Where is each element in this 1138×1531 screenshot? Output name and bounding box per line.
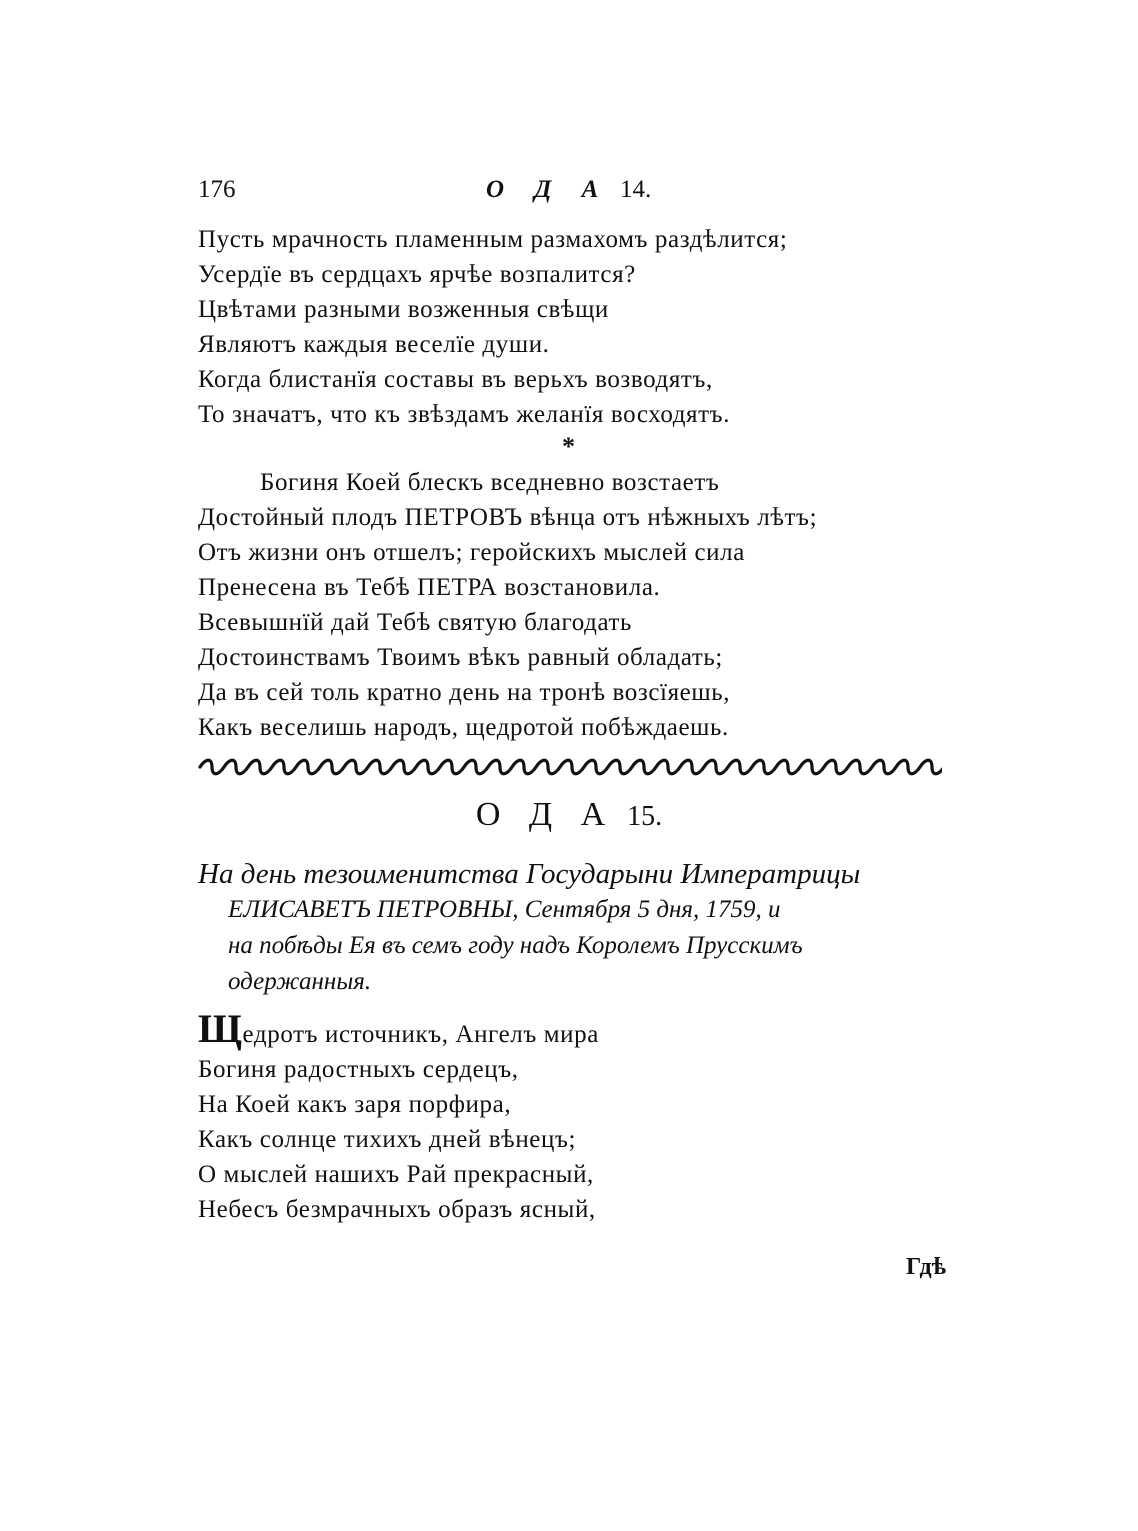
verse-line: Небесъ безмрачныхъ образъ ясный, — [198, 1196, 596, 1223]
subtitle-line: на побѣды Ея въ семъ году надъ Королемъ Прусскимъ — [228, 932, 803, 959]
verse-line: Усердїе въ сердцахъ ярчѣе возпалится? — [198, 261, 636, 288]
verse-line: Достойный плодъ ПЕТРОВЪ вѣнца отъ нѣжныхъ лѣтъ; — [198, 504, 818, 531]
subtitle-line: На день тезоименитства Государыни Императрицы — [198, 858, 861, 890]
running-title-number: 14. — [620, 176, 652, 203]
verse-line: О мыслей нашихъ Рай прекрасный, — [198, 1161, 594, 1188]
verse-line: Пусть мрачность пламенным размахомъ раздѣлится; — [198, 226, 788, 253]
page-header — [198, 176, 948, 210]
verse-line: То значатъ, что къ звѣздамъ желанїя восходятъ. — [198, 401, 731, 428]
verse-line-first — [198, 1006, 958, 1052]
verse-line: Цвѣтами разными возженныя свѣщи — [198, 296, 609, 323]
verse-line: На Коей какъ заря порфира, — [198, 1091, 512, 1118]
stanza-final — [198, 465, 958, 745]
running-title: О Д А — [486, 176, 611, 203]
verse-line: Достоинствамъ Твоимъ вѣкъ равный обладать; — [198, 644, 723, 671]
ode-number: 15. — [627, 801, 663, 832]
stanza-separator-asterisk: * — [562, 432, 575, 461]
catchword: Гдѣ — [906, 1254, 947, 1280]
verse-line: Какъ солнце тихихъ дней вѣнецъ; — [198, 1126, 577, 1153]
verse-line: Являютъ каждыя веселїе души. — [198, 331, 550, 358]
ode-heading — [0, 796, 1138, 834]
ode-title: О Д А — [475, 796, 616, 833]
subtitle-line: ЕЛИСАВЕТЪ ПЕТРОВНЫ, Сентября 5 дня, 1759, и — [228, 896, 781, 923]
stanza-ode-14-end — [198, 222, 958, 432]
verse-line: Отъ жизни онъ отшелъ; геройскихъ мыслей сила — [198, 539, 745, 566]
verse-line: Богиня радостныхъ сердецъ, — [198, 1056, 519, 1083]
ode-subtitle — [198, 856, 958, 1000]
verse-line: Да въ сей толь кратно день на тронѣ возсїяешь, — [198, 679, 731, 706]
subtitle-line: одержанныя. — [228, 968, 372, 995]
page-number: 176 — [198, 176, 236, 203]
verse-line: Богиня Коей блескъ вседневно возстаетъ — [260, 469, 720, 496]
verse-line-rest: едротъ источникъ, Ангелъ мира — [242, 1021, 599, 1048]
verse-line: Когда блистанїя составы въ верьхъ возводятъ, — [198, 366, 713, 393]
verse-line: Пренесена въ Тебѣ ПЕТРА возстановила. — [198, 574, 661, 601]
stanza-ode-15-opening — [198, 1006, 958, 1227]
verse-line: Какъ веселишь народъ, щедротой побѣждаешь. — [198, 714, 729, 741]
verse-line: Всевышнїй дай Тебѣ святую благодать — [198, 609, 633, 636]
drop-cap: Щ — [198, 1006, 243, 1051]
decorative-wave-rule — [198, 756, 942, 778]
